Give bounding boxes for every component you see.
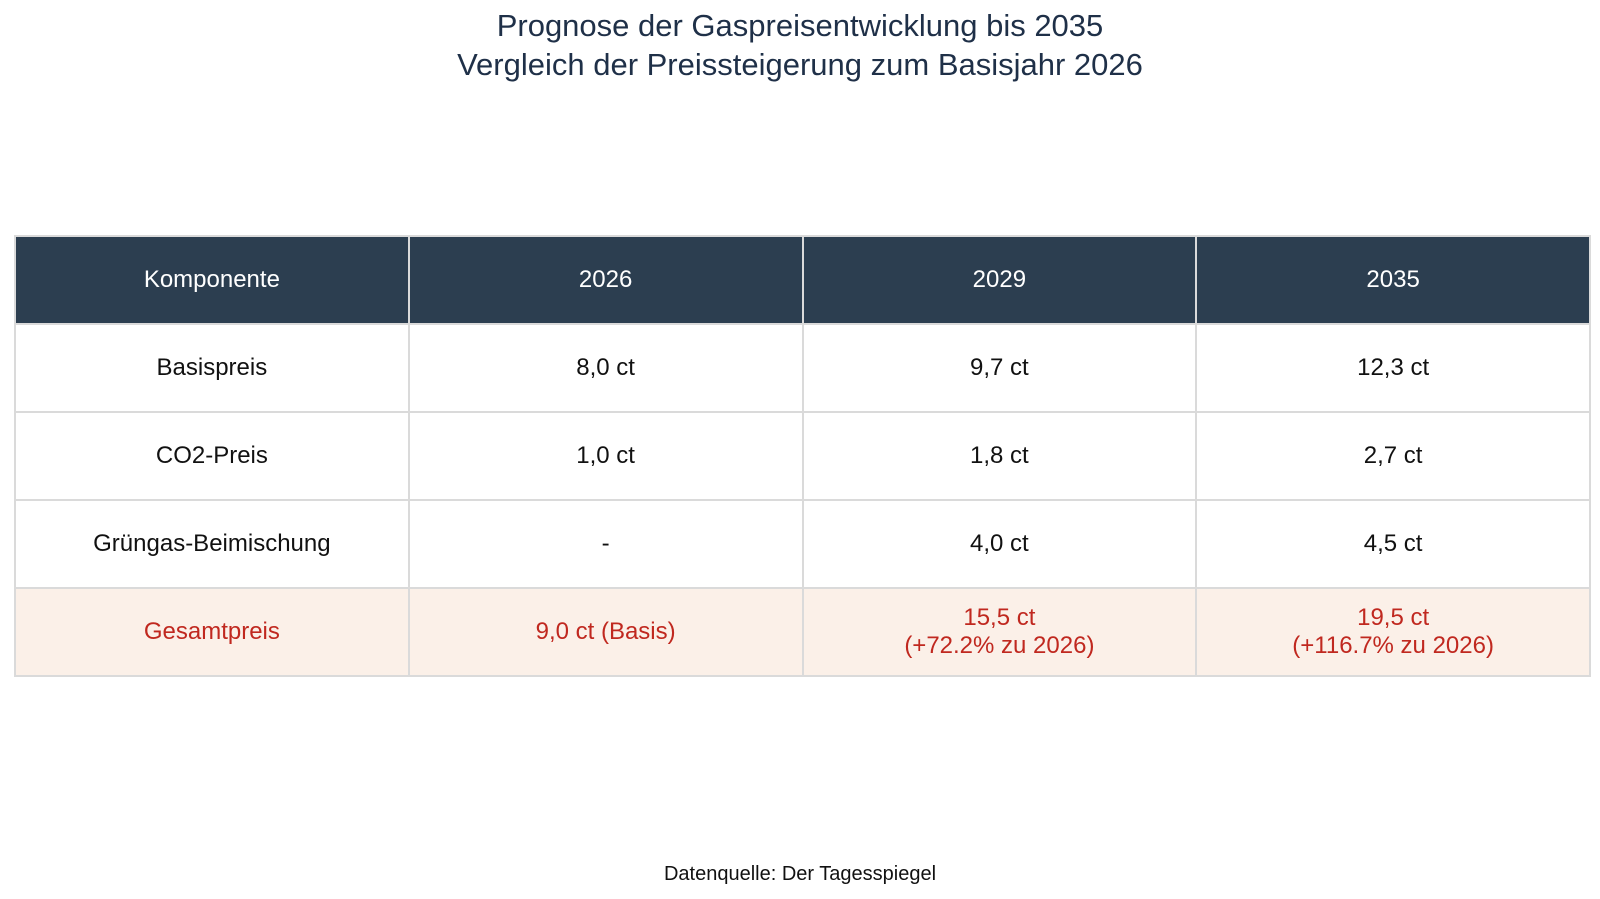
chart-subtitle: Vergleich der Preissteigerung zum Basisjahr 2026 [457, 47, 1143, 82]
total-change-2029: (+72.2% zu 2026) [904, 632, 1095, 659]
total-value-2035: 19,5 ct [1357, 604, 1430, 631]
total-change-2035: (+116.7% zu 2026) [1292, 632, 1494, 659]
header-cell-component: Komponente [15, 236, 409, 324]
cell-gruengas-2029: 4,0 ct [803, 500, 1197, 588]
cell-gruengas-2026: - [409, 500, 803, 588]
total-value-2026: 9,0 ct (Basis) [535, 618, 676, 645]
table-row-basispreis [15, 324, 1590, 412]
table-row-co2-preis [15, 412, 1590, 500]
cell-gesamtpreis-2026 [409, 588, 803, 676]
chart-title: Prognose der Gaspreisentwicklung bis 2035 [496, 8, 1104, 43]
data-source-note: Datenquelle: Der Tagesspiegel [663, 863, 937, 885]
cell-gesamtpreis-2035 [1196, 588, 1590, 676]
cell-basispreis-2035: 12,3 ct [1196, 324, 1590, 412]
cell-co2-preis-2029: 1,8 ct [803, 412, 1197, 500]
table-row-gruengas [15, 500, 1590, 588]
gas-price-forecast-table [14, 235, 1591, 677]
total-value-2029: 15,5 ct [963, 604, 1036, 631]
table-header-row [15, 236, 1590, 324]
cell-co2-preis-2026: 1,0 ct [409, 412, 803, 500]
header-cell-2029: 2029 [803, 236, 1197, 324]
row-label-basispreis: Basispreis [15, 324, 409, 412]
cell-gruengas-2035: 4,5 ct [1196, 500, 1590, 588]
cell-basispreis-2026: 8,0 ct [409, 324, 803, 412]
cell-co2-preis-2035: 2,7 ct [1196, 412, 1590, 500]
cell-basispreis-2029: 9,7 ct [803, 324, 1197, 412]
header-cell-2026: 2026 [409, 236, 803, 324]
chart-title-block [0, 6, 1600, 84]
row-label-gesamtpreis: Gesamtpreis [15, 588, 409, 676]
header-cell-2035: 2035 [1196, 236, 1590, 324]
row-label-gruengas: Grüngas-Beimischung [15, 500, 409, 588]
row-label-co2-preis: CO2-Preis [15, 412, 409, 500]
cell-gesamtpreis-2029 [803, 588, 1197, 676]
table-row-gesamtpreis [15, 588, 1590, 676]
